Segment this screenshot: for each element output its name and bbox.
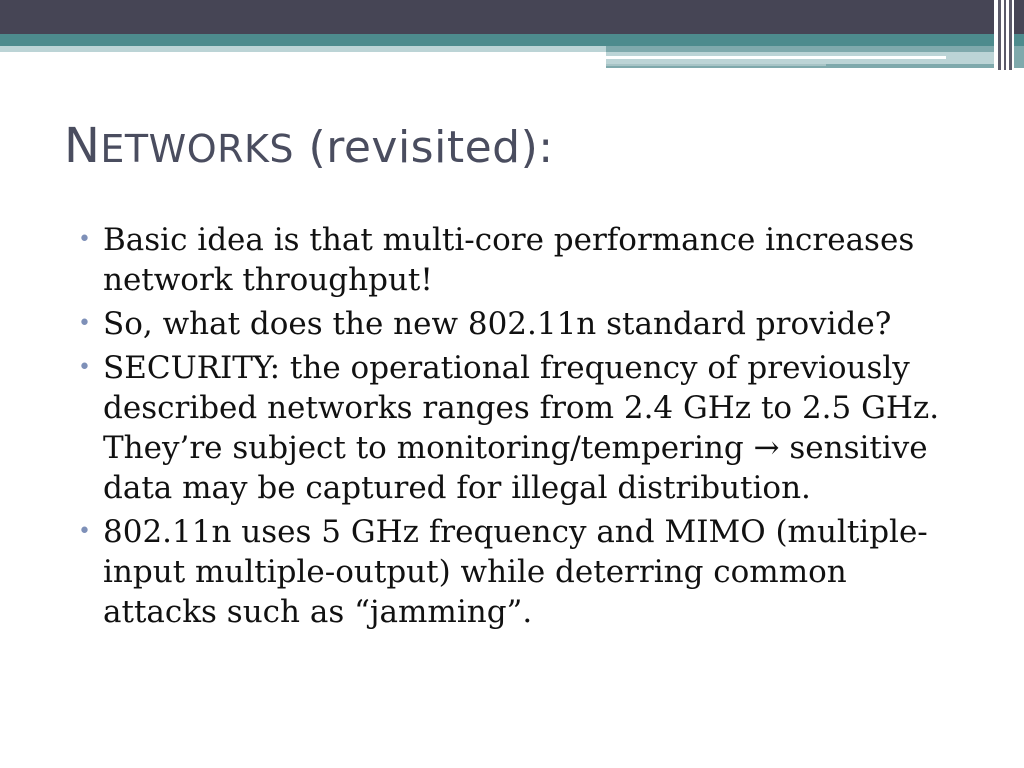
bullet-item xyxy=(78,304,958,344)
header-banner-line xyxy=(606,56,946,59)
bullet-text: SECURITY: the operational frequency of previously described networks ranges from 2.4 GHz to 2.5 GHz. They’re subject to monitoring/tempering → sensitive data may be captured for illegal distribution. xyxy=(103,350,940,506)
bullet-text: So, what does the new 802.11n standard provide? xyxy=(103,306,892,342)
bullet-icon: • xyxy=(78,519,91,544)
bullet-list xyxy=(78,220,958,636)
bullet-item xyxy=(78,348,958,508)
bullet-item xyxy=(78,220,958,300)
slide-title-caps: ETWORKS xyxy=(100,127,295,171)
header-banner-dark xyxy=(0,0,1024,34)
slide-title-suffix: (revisited): xyxy=(294,122,554,173)
slide-title xyxy=(64,118,554,174)
header-banner-step-line xyxy=(606,64,826,66)
bullet-icon: • xyxy=(78,311,91,336)
bullet-text: 802.11n uses 5 GHz frequency and MIMO (multiple-input multiple-output) while deterring common attacks such as “jamming”. xyxy=(103,514,928,630)
bullet-icon: • xyxy=(78,355,91,380)
slide-title-initial: N xyxy=(64,118,101,174)
bullet-icon: • xyxy=(78,227,91,252)
header-stripe xyxy=(1012,0,1014,70)
header-banner-teal xyxy=(0,34,1024,46)
bullet-item xyxy=(78,512,958,632)
bullet-text: Basic idea is that multi-core performance increases network throughput! xyxy=(103,222,915,298)
